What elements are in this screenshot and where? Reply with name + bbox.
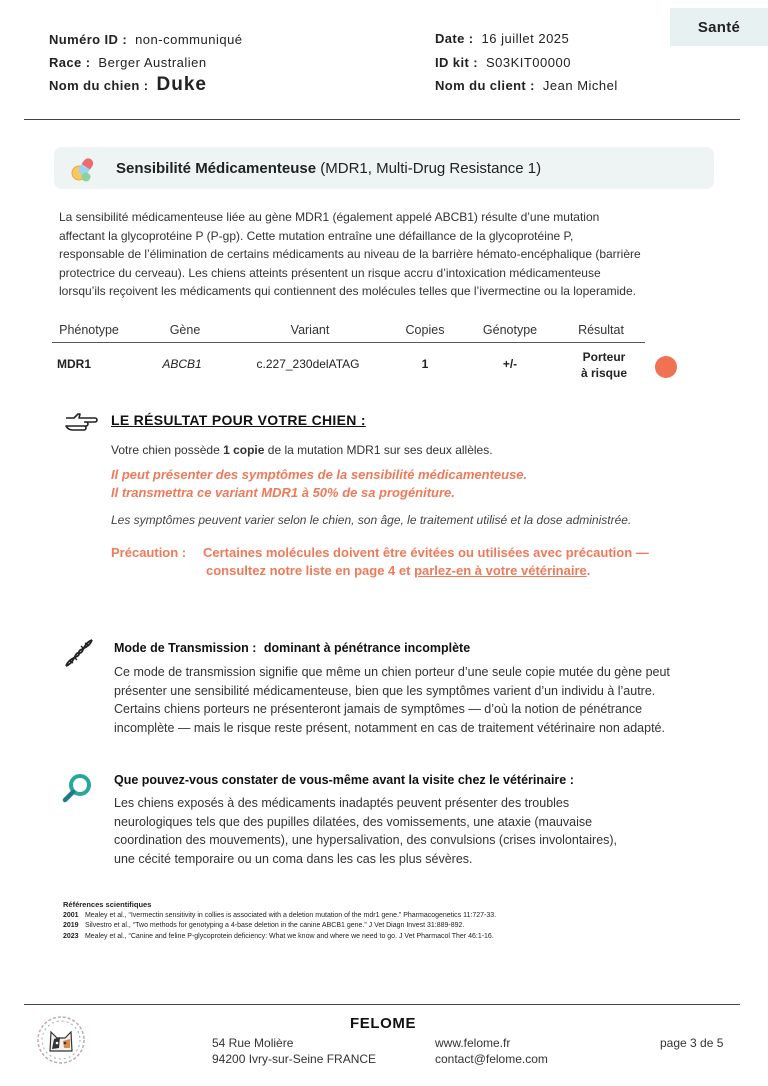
intro-line: protectrice du cerveau). Les chiens atteints présentent un risque accru d’intoxication médicamenteuse [59, 265, 601, 280]
dog-name-value: Duke [156, 74, 207, 95]
col-header-variant: Variant [290, 323, 330, 337]
kit-label: ID kit : [435, 55, 478, 70]
result-line-post: de la mutation MDR1 sur ses deux allèles. [264, 443, 493, 457]
result-copies-line [111, 443, 493, 457]
intro-line: La sensibilité médicamenteuse liée au gène MDR1 (également appelé ABCB1) résulte d’une mutation [59, 210, 600, 224]
transmission-line: incomplète — mais le risque reste présent, notamment en cas de traitement vétérinaire non adapté. [114, 720, 665, 735]
client-value: Jean Michel [542, 78, 618, 93]
reference-item [63, 932, 723, 943]
footer-divider [24, 1004, 740, 1005]
client-label: Nom du client : [435, 78, 535, 93]
reference-year: 2023 [63, 932, 79, 940]
cell-variant: c.227_230delATAG [256, 357, 360, 371]
result-line-bold: 1 copie [223, 443, 265, 457]
footer-contact [435, 1035, 548, 1067]
intro-line: responsable de l’élimination de certains médicaments au niveau de la barrière hémato-encéphalique (barrière [59, 247, 641, 261]
section-title-bold: Sensibilité Médicamenteuse [116, 159, 317, 177]
cell-result [565, 349, 643, 381]
result-title: LE RÉSULTAT POUR VOTRE CHIEN : [111, 412, 366, 428]
magnifier-icon [62, 772, 94, 804]
dna-icon [62, 636, 96, 670]
felome-logo [36, 1015, 86, 1065]
references-title: Références scientifiques [63, 900, 152, 909]
col-header-copies: Copies [405, 323, 445, 337]
dog-name-label: Nom du chien : [49, 78, 149, 93]
header-divider [24, 119, 740, 120]
section-title [116, 160, 541, 177]
result-line-pre: Votre chien possède [111, 443, 224, 457]
reference-year: 2019 [63, 922, 79, 929]
date-value: 16 juillet 2025 [481, 31, 570, 46]
col-header-result: Résultat [578, 323, 624, 337]
section-tab-sante [670, 8, 768, 46]
transmission-line: Certains chiens porteurs ne présenteront jamais de symptômes — d’où la notion de pénétrance [114, 702, 643, 716]
transmission-label: Mode de Transmission : [114, 641, 257, 655]
page-number: page 3 de 5 [660, 1036, 724, 1050]
reference-item [63, 921, 723, 932]
address-line-2: 94200 Ivry-sur-Seine FRANCE [212, 1052, 377, 1066]
tab-label: Santé [697, 18, 741, 36]
result-line-2: à risque [580, 366, 628, 380]
race-row [49, 55, 207, 70]
kit-value: S03KIT00000 [485, 55, 571, 70]
observe-paragraph [114, 794, 734, 868]
intro-line: lorsqu’ils reçoivent les médicaments qui contiennent des molécules telles que l’ivermectine ou la loperamide. [59, 284, 636, 298]
symptoms-note: Les symptômes peuvent varier selon le chien, son âge, le traitement utilisé et la dose administrée. [111, 513, 632, 527]
transmission-line: présenter une sensibilité médicamenteuse, bien que les symptômes varient d’un individu à l’autre. [114, 683, 656, 698]
section-title-rest: (MDR1, Multi-Drug Resistance 1) [316, 159, 542, 177]
cell-gene: ABCB1 [162, 357, 202, 371]
transmission-value: dominant à pénétrance incomplète [263, 641, 471, 655]
col-header-gene: Gène [169, 323, 201, 337]
cell-phenotype: MDR1 [56, 357, 91, 371]
observe-line: Les chiens exposés à des médicaments inadaptés peuvent présenter des troubles [114, 796, 570, 810]
id-value: non-communiqué [135, 32, 243, 47]
dog-name-row [49, 74, 207, 96]
race-value: Berger Australien [98, 55, 207, 70]
intro-paragraph [59, 208, 709, 301]
observe-line: coordination des mouvements), une hypersalivation, des convulsions (crises involontaires), [114, 833, 618, 847]
transmission-paragraph [114, 663, 734, 737]
footer-address [212, 1035, 376, 1067]
intro-line: affectant la glycoprotéine P (P-gp). Cette mutation entraîne une défaillance de la glycoprotéine P, [59, 228, 574, 243]
observe-line: neurologiques tels que des pupilles dilatées, des vomissements, une ataxie (mauvaise [114, 814, 593, 829]
precaution-line-2-pre: consultez notre liste en page 4 et [206, 563, 415, 578]
reference-text: Mealey et al., “Canine and feline P-glycoprotein deficiency: What we know and where we need to go. J Vet Pharmacol Ther 46:1-16. [84, 932, 494, 940]
pointing-hand-icon [64, 410, 98, 432]
result-line-1: Porteur [582, 350, 626, 364]
date-row [435, 31, 569, 46]
reference-year: 2001 [63, 911, 79, 919]
cell-genotype: +/- [502, 357, 518, 371]
section-header-card [54, 147, 714, 189]
address-line-1: 54 Rue Molière [212, 1036, 294, 1050]
website-link[interactable]: www.felome.fr [435, 1036, 511, 1050]
col-header-genotype: Génotype [482, 323, 538, 337]
reference-text: Silvestro et al., “Two methods for genotyping a 4-base deletion in the canine ABCB1 gene.” J Vet Diagn Invest 31:889-892. [84, 922, 465, 929]
transmission-line: Ce mode de transmission signifie que même un chien porteur d’une seule copie mutée du gène peut [114, 665, 670, 679]
vet-advice-link[interactable]: parlez-en à votre vétérinaire [414, 563, 587, 578]
observe-line: une cécité temporaire ou un coma dans les cas les plus sévères. [114, 851, 473, 866]
id-label: Numéro ID : [49, 32, 128, 47]
table-header-divider [52, 342, 645, 343]
kit-row [435, 55, 571, 70]
transmission-heading [114, 641, 470, 655]
observe-heading: Que pouvez-vous constater de vous-même avant la visite chez le vétérinaire : [114, 773, 574, 787]
reference-item [63, 911, 723, 922]
references-block [63, 900, 723, 942]
email-link[interactable]: contact@felome.com [435, 1052, 548, 1066]
result-status-dot [655, 356, 677, 378]
client-row [435, 78, 618, 93]
precaution-line-2-post: . [586, 563, 591, 578]
race-label: Race : [49, 55, 91, 70]
id-row [49, 32, 243, 47]
precaution-label: Précaution : [111, 545, 187, 560]
warning-transmission: Il transmettra ce variant MDR1 à 50% de sa progéniture. [111, 485, 455, 500]
precaution-line-1: Certaines molécules doivent être évitées ou utilisées avec précaution — [203, 545, 649, 560]
precaution-line-2 [206, 562, 590, 580]
brand-name: FELOME [350, 1015, 417, 1032]
pills-icon [70, 155, 98, 183]
col-header-phenotype: Phénotype [59, 323, 119, 337]
cell-copies: 1 [421, 357, 429, 371]
date-label: Date : [435, 31, 474, 46]
reference-text: Mealey et al., “Ivermectin sensitivity in collies is associated with a deletion mutation of the mdr1 gene.” Pharmacogenetics 11:727-33. [84, 911, 497, 919]
warning-symptoms: Il peut présenter des symptômes de la sensibilité médicamenteuse. [111, 467, 528, 482]
